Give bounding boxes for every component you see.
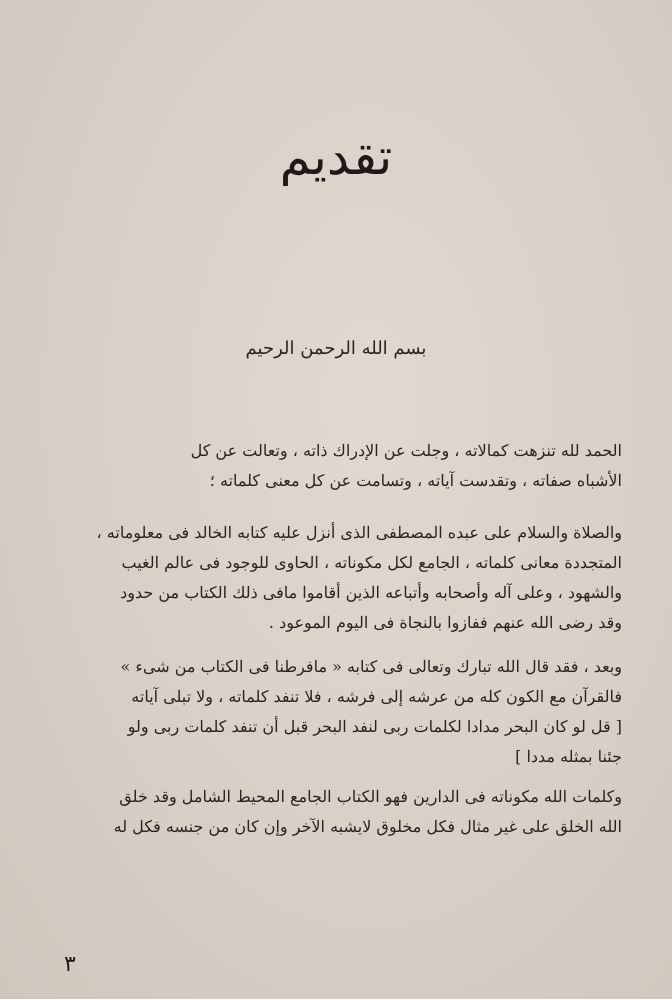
text-line: الحمد لله تنزهت كمالاته ، وجلت عن الإدراك ذاته ، وتعالت عن كل bbox=[190, 441, 622, 460]
page-title: تقديم bbox=[279, 128, 393, 186]
text-line: الأشباه صفاته ، وتقدست آياته ، وتسامت عن كل معنى كلماته ؛ bbox=[209, 471, 622, 490]
text-line: جئنا بمثله مددا ] bbox=[515, 747, 622, 766]
text-line: وبعد ، فقد قال الله تبارك وتعالى فى كتابه « مافرطنا فى الكتاب من شىء » bbox=[120, 657, 622, 676]
text-line: وكلمات الله مكوناته فى الدارين فهو الكتاب الجامع المحيط الشامل وقد خلق bbox=[119, 787, 622, 806]
basmala: بسم الله الرحمن الرحيم bbox=[245, 338, 427, 359]
paragraph bbox=[42, 652, 622, 772]
paragraph bbox=[42, 436, 622, 496]
text-line: المتجددة معانى كلماته ، الجامع لكل مكوناته ، الحاوى للوجود فى عالم الغيب bbox=[121, 553, 622, 572]
body-text bbox=[42, 436, 622, 842]
text-line: والصلاة والسلام على عبده المصطفى الذى أنزل عليه كتابه الخالد فى معلوماته ، bbox=[96, 523, 622, 542]
text-line: وقد رضى الله عنهم ففازوا بالنجاة فى اليوم الموعود . bbox=[268, 613, 622, 632]
text-line: [ قل لو كان البحر مدادا لكلمات ربى لنفد البحر قبل أن تنفد كلمات ربى ولو bbox=[127, 717, 622, 736]
page-number: ٣ bbox=[64, 952, 76, 977]
text-line: والشهود ، وعلى آله وأصحابه وأتباعه الذين أقاموا مافى ذلك الكتاب من حدود bbox=[120, 583, 622, 602]
text-line: الله الخلق على غير مثال فكل مخلوق لايشبه الآخر وإن كان من جنسه فكل له bbox=[113, 817, 622, 836]
text-line: فالقرآن مع الكون كله من عرشه إلى فرشه ، فلا تنفد كلماته ، ولا تبلى آياته bbox=[131, 687, 622, 706]
paragraph bbox=[42, 782, 622, 842]
paragraph bbox=[42, 518, 622, 638]
